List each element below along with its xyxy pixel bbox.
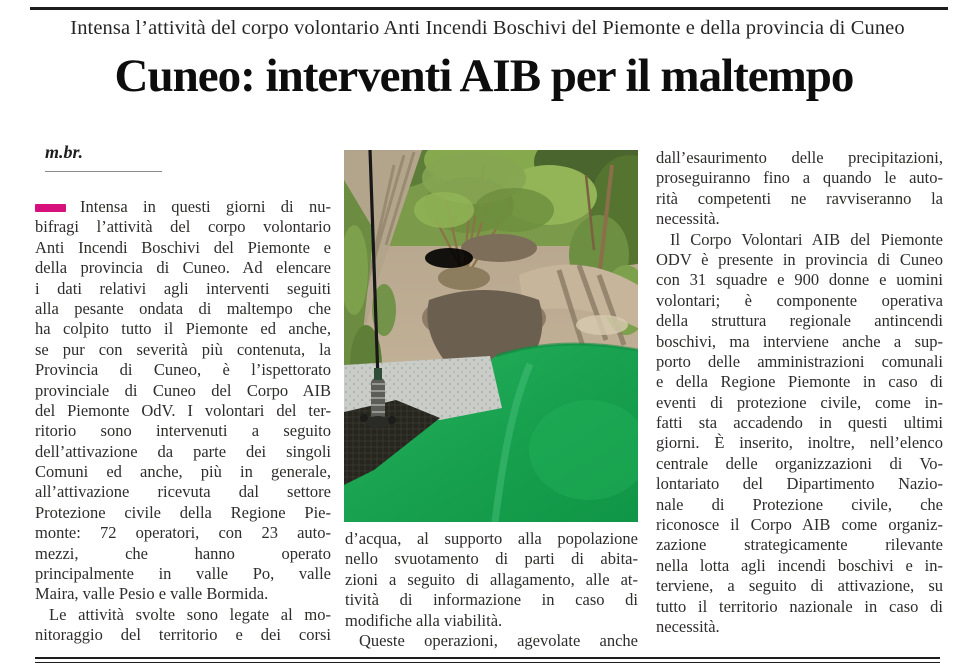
article-line: ODV è presente in provincia di Cuneo bbox=[656, 249, 943, 269]
article-line: con 31 squadre e 900 donne e uomini bbox=[656, 270, 943, 290]
article-line: della struttura regionale antincendi bbox=[656, 311, 943, 331]
article-line: i dati relativi agli interventi seguiti bbox=[35, 278, 331, 298]
article-line: principalmente in valle Po, valle bbox=[35, 564, 331, 584]
article-line: se pur con severità più contenuta, la bbox=[35, 339, 331, 359]
article-line: tutto il territorio nazionale in caso di bbox=[656, 596, 943, 616]
article-line: lontariato del Dipartimento Nazio- bbox=[656, 474, 943, 494]
article-line: dell’attivazione da parte dei singoli bbox=[35, 441, 331, 461]
byline: m.br. bbox=[45, 142, 84, 162]
article-line: e della Regione Piemonte in caso di bbox=[656, 372, 943, 392]
article-line: d’acqua, al supporto alla popolazione bbox=[345, 529, 638, 548]
article-line: monte: 72 operatori, con 23 auto- bbox=[35, 523, 331, 543]
article-line: zioni a seguito di allagamento, alle at- bbox=[345, 569, 638, 589]
article-line: nella lotta agli incendi boschivi e in- bbox=[656, 555, 943, 575]
article-line: necessità. bbox=[656, 209, 720, 229]
article-line: Queste operazioni, agevolate anche bbox=[359, 630, 638, 650]
article-line: Il Corpo Volontari AIB del Piemonte bbox=[670, 229, 943, 249]
article-line: volontari; è componente operativa bbox=[656, 290, 943, 310]
article-line: necessità. bbox=[656, 616, 720, 636]
bottom-double-rule bbox=[35, 657, 940, 663]
article-line: Provincia di Cuneo, è l’ispettorato bbox=[35, 360, 331, 380]
article-column-middle bbox=[345, 529, 638, 651]
article-column-right bbox=[656, 148, 943, 637]
article-line: boschivi, ma interviene anche a sup- bbox=[656, 331, 943, 351]
muddy-road-photo-illustration bbox=[344, 150, 638, 522]
article-line: Le attività svolte sono legate al mo- bbox=[49, 604, 331, 624]
article-line: nitoraggio del territorio e dei corsi bbox=[35, 625, 331, 645]
article-line: ha colpito tutto il Piemonte ed anche, bbox=[35, 319, 331, 339]
article-line: Anti Incendi Boschivi del Piemonte e bbox=[35, 237, 331, 257]
article-line: all’attivazione ricevuta dal settore bbox=[35, 482, 331, 502]
article-line: alla pesante ondata di maltempo che bbox=[35, 298, 331, 318]
article-line: riconosce il Corpo AIB come organiz- bbox=[656, 515, 943, 535]
article-line: provinciale di Cuneo del Corpo AIB bbox=[35, 380, 331, 400]
article-line: rità competenti ne ravviseranno la bbox=[656, 188, 943, 208]
byline-block bbox=[45, 142, 162, 172]
article-line: del Piemonte OdV. I volontari del ter- bbox=[35, 400, 331, 420]
byline-rule bbox=[45, 171, 162, 172]
article-line: mezzi, che hanno operato bbox=[35, 543, 331, 563]
article-line: zazione strategicamente rilevante bbox=[656, 535, 943, 555]
article-line: eventi di protezione civile, come in- bbox=[656, 392, 943, 412]
article-line: giorni. È inserito, inoltre, nell’elenco bbox=[656, 433, 943, 453]
article-photo bbox=[344, 150, 638, 522]
article-line: nello svuotamento di parti di abita- bbox=[345, 549, 638, 569]
paragraph-lead-dash bbox=[35, 204, 66, 212]
article-line: terviene, a seguito di attivazione, su bbox=[656, 576, 943, 596]
article-line: centrale delle organizzazioni di Vo- bbox=[656, 453, 943, 473]
article-line: Maira, valle Pesio e valle Bormida. bbox=[35, 584, 269, 604]
article-line: porto delle amministrazioni comunali bbox=[656, 351, 943, 371]
article-line: tività di informazione in caso di bbox=[345, 590, 638, 610]
article-line: modifiche alla viabilità. bbox=[345, 610, 503, 630]
article-line: Intensa in questi giorni di nu- bbox=[35, 197, 331, 217]
article-line: ritorio sono intervenuti a seguito bbox=[35, 421, 331, 441]
article-line: Comuni ed anche, più in generale, bbox=[35, 462, 331, 482]
article-line: dall’esaurimento delle precipitazioni, bbox=[656, 148, 943, 167]
headline: Cuneo: interventi AIB per il maltempo bbox=[114, 50, 854, 102]
article-line: fatti sta accadendo in questi ultimi bbox=[656, 413, 943, 433]
article-line: nale di Protezione civile, che bbox=[656, 494, 943, 514]
article-line: Protezione civile della Regione Pie- bbox=[35, 502, 331, 522]
article-line: proseguiranno fino a quando le auto- bbox=[656, 168, 943, 188]
article-line: bifragi l’attività del corpo volontario bbox=[35, 217, 331, 237]
top-rule bbox=[30, 7, 948, 10]
article-column-left bbox=[35, 197, 331, 646]
article-line: della provincia di Cuneo. Ad elencare bbox=[35, 258, 331, 278]
kicker: Intensa l’attività del corpo volontario Anti Incendi Boschivi del Piemonte e della provincia di Cuneo bbox=[70, 17, 905, 39]
